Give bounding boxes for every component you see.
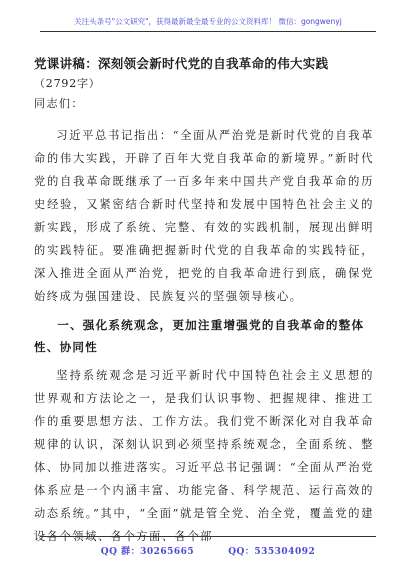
page-footer	[40, 536, 376, 557]
header-promo-text: 关注头条号"公文研究"，获得最新最全最专业的公文资料库！ 微信：gongwenyj	[74, 17, 342, 26]
section-paragraph: 坚持系统观念是习近平新时代中国特色社会主义思想的世界观和方法论之一，是我们认识事物、把握规律、推进工作的重要思想方法、工作方法。我们党不断深化对自我革命规律的认识，深刻认识到必须坚持系统观念，全面系统、整体、协同加以推进落实。习近平总书记强调：“全面从严治党体系应是一个内涵丰富、功能完备、科学规范、运行高效的动态系统。”其中，“全面”就是管全党、治全党，覆盖党的建设各个领域、各个方面、各个部	[34, 369, 374, 543]
body-paragraph: 习近平总书记指出：“全面从严治党是新时代党的自我革命的伟大实践，开辟了百年大党自我革命的新境界。”新时代党的自我革命既继承了一百多年来中国共产党自我革命的历史经验，又紧密结合新时代坚持和发展中国特色社会主义的新实践，形成了系统、完整、有效的实践机制，展现出鲜明的实践特征。要准确把握新时代党的自我革命的实践特征，深入推进全面从严治党，把党的自我革命进行到底，确保党始终成为强国建设、民族复兴的坚强领导核心。	[34, 129, 374, 303]
footer-qq: QQ：535304092	[228, 547, 316, 557]
page-header	[40, 4, 376, 32]
document-body	[34, 54, 374, 548]
greeting: 同志们：	[34, 97, 84, 110]
footer-qq-group: QQ 群：30265665	[100, 547, 195, 557]
document-title: 党课讲稿：深刻领会新时代党的自我革命的伟大实践	[34, 56, 329, 71]
section-heading: 一、强化系统观念，更加注重增强党的自我革命的整体性、协同性	[34, 318, 365, 354]
word-count: （2792字）	[34, 77, 101, 90]
